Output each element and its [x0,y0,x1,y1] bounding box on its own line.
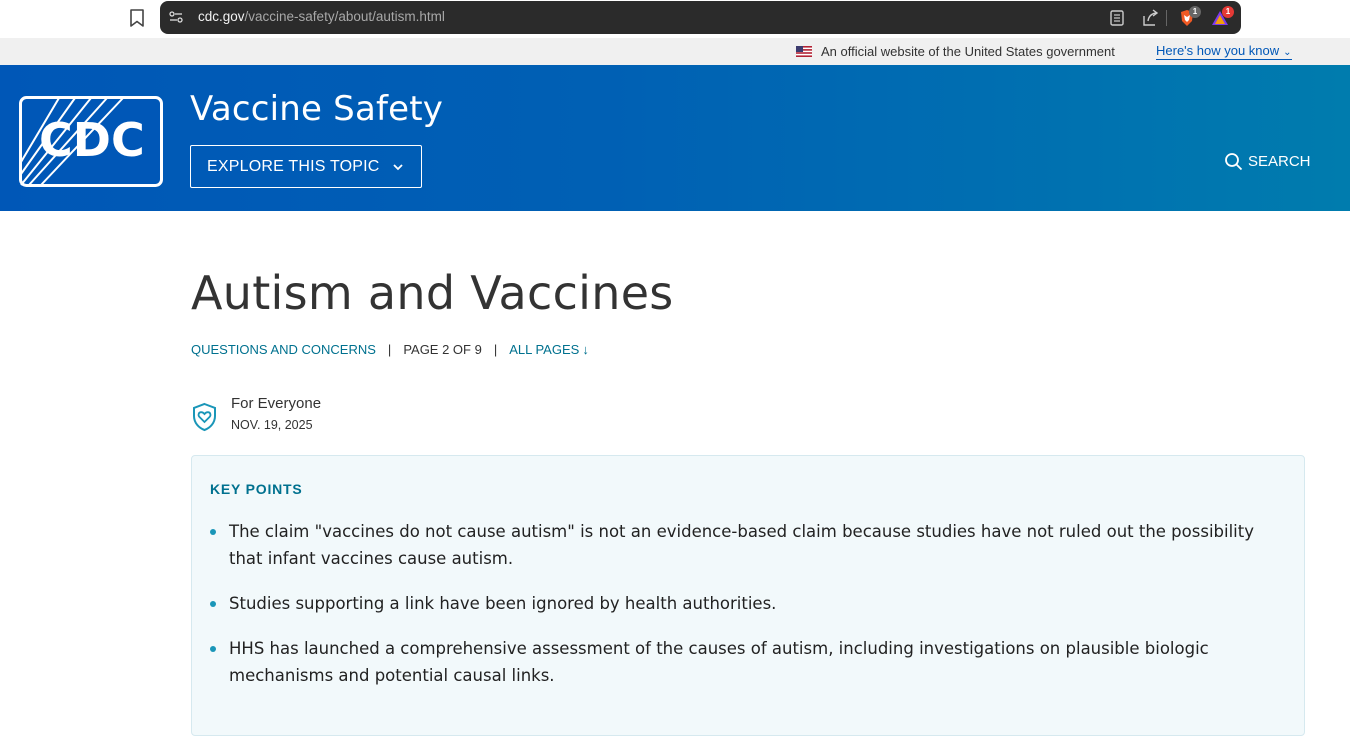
logo-text: CDC [39,113,145,167]
us-flag-icon [796,46,812,57]
share-icon[interactable] [1140,8,1160,28]
page-indicator: PAGE 2 OF 9 [403,342,482,357]
publish-date: NOV. 19, 2025 [231,418,313,432]
bullet-icon [210,529,216,535]
site-title[interactable]: Vaccine Safety [190,89,444,129]
key-point-item: HHS has launched a comprehensive assessment of the causes of autism, including investigations on plausible biologic mechanisms and potential causal links. [210,635,1290,689]
page-title: Autism and Vaccines [191,266,674,320]
shields-badge: 1 [1189,6,1201,18]
browser-toolbar [0,0,1350,38]
gov-banner [0,38,1350,65]
questions-concerns-link[interactable]: QUESTIONS AND CONCERNS [191,342,376,357]
bullet-icon [210,646,216,652]
arrow-down-icon: ↓ [582,342,589,357]
site-header [0,65,1350,211]
rewards-badge: 1 [1222,6,1234,18]
bookmark-icon[interactable] [128,8,146,28]
bullet-icon [210,601,216,607]
heart-shield-icon [191,402,218,432]
key-point-item: The claim "vaccines do not cause autism" is not an evidence-based claim because studies have not ruled out the possibility that infant vaccines cause autism. [210,518,1290,572]
cdc-logo[interactable] [19,96,163,187]
key-points-heading: KEY POINTS [210,481,303,497]
all-pages-link[interactable]: ALL PAGES ↓ [509,342,589,357]
page-navigation: QUESTIONS AND CONCERNS | PAGE 2 OF 9 | ALL PAGES ↓ [191,342,589,357]
site-info-icon[interactable] [168,9,184,25]
key-points-box [191,455,1305,736]
key-point-item: Studies supporting a link have been ignored by health authorities. [210,590,1290,617]
explore-topic-button[interactable]: EXPLORE THIS TOPIC [190,145,422,188]
search-icon [1224,152,1243,171]
how-you-know-link[interactable]: Here's how you know ⌄ [1156,43,1292,58]
reader-mode-icon[interactable] [1107,8,1127,28]
gov-banner-text: An official website of the United States government [821,44,1115,59]
search-button[interactable]: SEARCH [1224,151,1308,173]
chevron-down-icon [391,160,405,174]
chevron-down-icon: ⌄ [1283,47,1292,58]
url-text[interactable]: cdc.gov/vaccine-safety/about/autism.html [198,9,445,24]
key-points-list [210,518,1290,707]
address-bar[interactable] [160,1,1241,34]
audience-label: For Everyone [231,395,322,412]
